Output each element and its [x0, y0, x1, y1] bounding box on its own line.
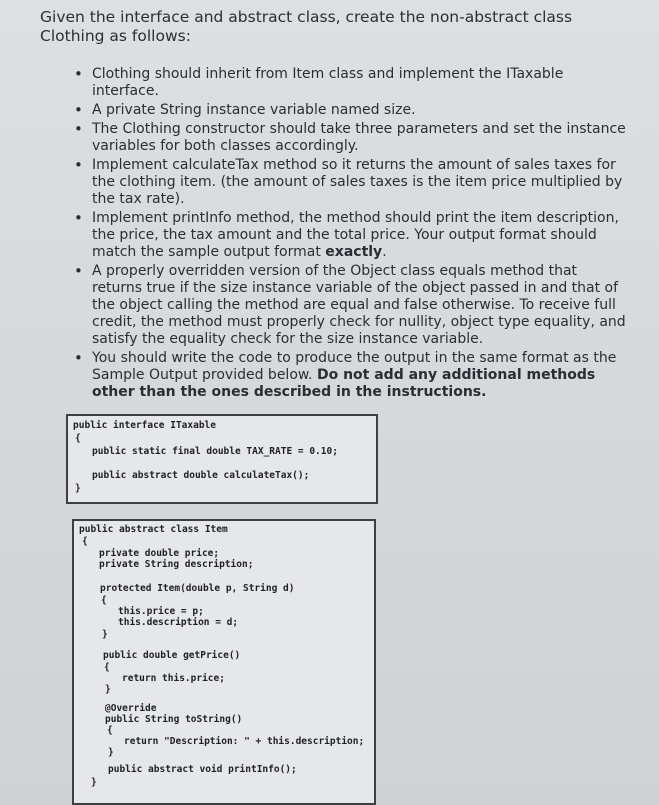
code-line: this.description = d;	[118, 617, 239, 628]
code-line: @Override	[105, 703, 157, 714]
requirement-item: • Implement calculateTax method so it returns the amount of sales taxes for the clothing item. (the amount of sales taxes is the item price multiplied by the tax rate).	[70, 157, 630, 208]
code-line: public abstract void printInfo();	[108, 764, 297, 775]
code-line: public static final double TAX_RATE = 0.10;	[92, 446, 338, 457]
requirements-list	[70, 66, 630, 403]
code-line: {	[82, 536, 88, 547]
code-line: {	[75, 433, 81, 444]
requirement-item: • A properly overridden version of the Object class equals method that returns true if the size instance variable of the object passed in and that of the object calling the method are equal and false otherwise. To receive full credit, the method must properly check for nullity, object type equality, and satisfy the equality check for the size instance variable.	[70, 263, 630, 348]
requirement-item: • You should write the code to produce the output in the same format as the Sample Output provided below. Do not add any additional methods other than the ones described in the instructions.	[70, 350, 630, 401]
requirement-item: • The Clothing constructor should take three parameters and set the instance variables for both classes accordingly.	[70, 121, 630, 155]
code-line: this.price = p;	[118, 606, 204, 617]
code-line: private double price;	[99, 548, 220, 559]
requirement-item: • Clothing should inherit from Item class and implement the ITaxable interface.	[70, 66, 630, 100]
code-line: {	[104, 662, 110, 673]
code-line: }	[75, 483, 81, 494]
code-line: }	[105, 684, 111, 695]
code-line: public String toString()	[105, 714, 243, 725]
requirement-item: • A private String instance variable named size.	[70, 102, 630, 119]
code-line: private String description;	[99, 559, 254, 570]
code-line: return this.price;	[122, 673, 225, 684]
code-line: }	[108, 747, 114, 758]
abstract-class-code-block	[72, 519, 376, 805]
code-line: protected Item(double p, String d)	[100, 583, 295, 594]
code-line: {	[101, 595, 107, 606]
intro-text: Given the interface and abstract class, create the non-abstract class Clothing as follows:	[40, 8, 573, 45]
code-line: {	[107, 725, 113, 736]
interface-code-block	[66, 414, 378, 504]
requirement-item: • Implement printInfo method, the method should print the item description, the price, the tax amount and the total price. Your output format should match the sample output format exactly.	[70, 210, 630, 261]
code-line: return "Description: " + this.description;	[124, 736, 365, 747]
code-line: public abstract class Item	[79, 524, 228, 535]
code-line: }	[102, 629, 108, 640]
code-line: public abstract double calculateTax();	[92, 470, 310, 481]
code-line: }	[91, 777, 97, 788]
code-line: public double getPrice()	[103, 650, 241, 661]
code-line: public interface ITaxable	[73, 420, 216, 431]
